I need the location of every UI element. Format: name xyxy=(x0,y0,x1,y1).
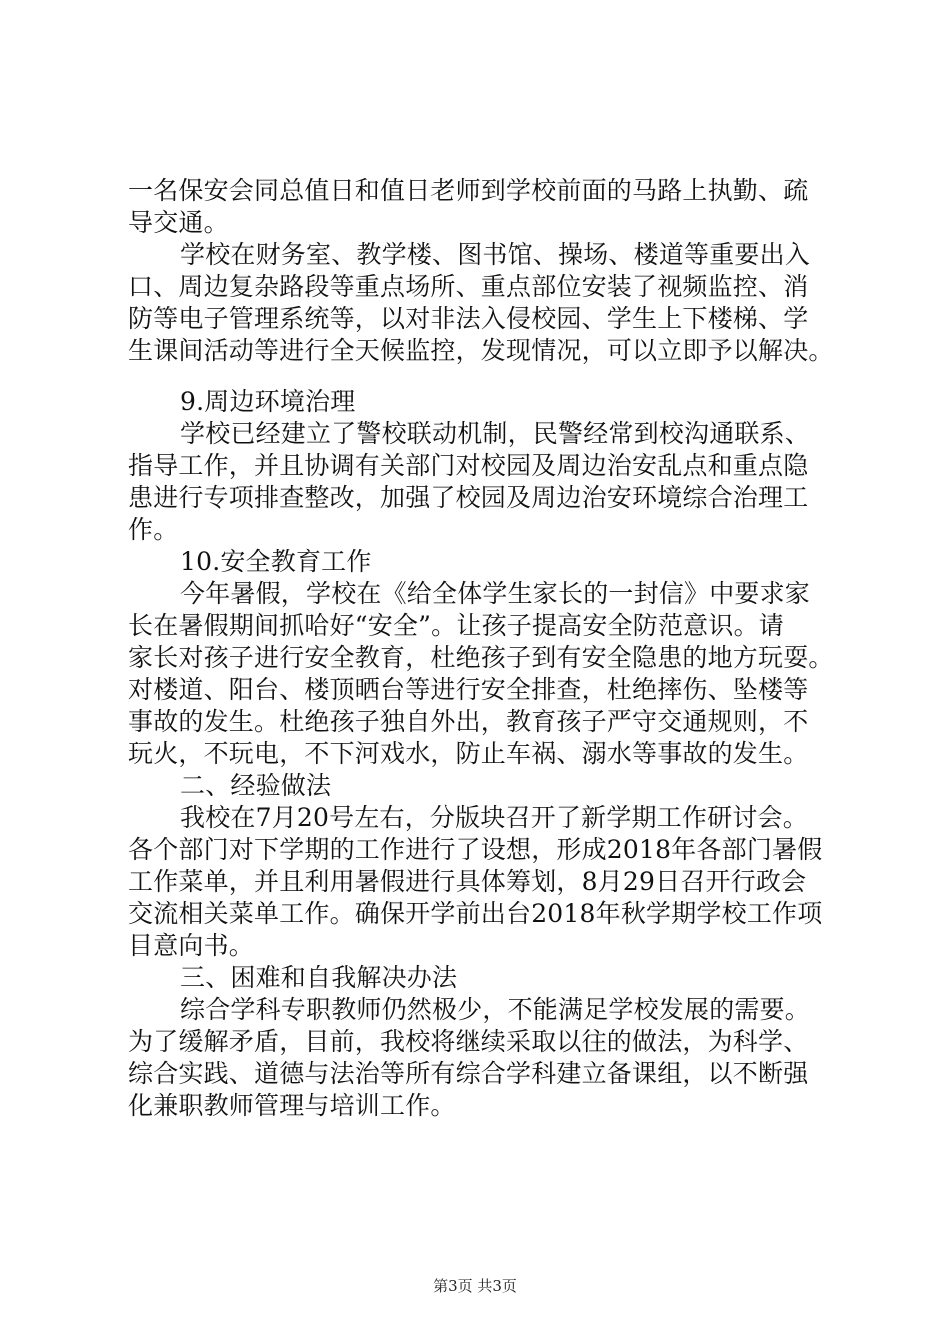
body-line: 对楼道、阳台、楼顶晒台等进行安全排查，杜绝摔伤、坠楼等 xyxy=(128,675,809,704)
body-line: 导交通。 xyxy=(128,208,229,237)
body-line: 交流相关菜单工作。确保开学前出台2018年秋学期学校工作项 xyxy=(128,899,823,928)
section-heading: 三、困难和自我解决办法 xyxy=(180,963,458,992)
body-line: 事故的发生。杜绝孩子独自外出，教育孩子严守交通规则，不 xyxy=(128,707,809,736)
section-heading: 10.安全教育工作 xyxy=(180,547,372,576)
section-heading: 二、经验做法 xyxy=(180,771,332,800)
body-line: 目意向书。 xyxy=(128,931,255,960)
paragraph-start-line: 综合学科专职教师仍然极少，不能满足学校发展的需要。 xyxy=(180,995,811,1024)
body-line: 长在暑假期间抓哈好“安全”。让孩子提高安全防范意识。请 xyxy=(128,611,784,640)
section-heading: 9.周边环境治理 xyxy=(180,387,356,416)
body-line: 作。 xyxy=(128,515,179,544)
body-line: 各个部门对下学期的工作进行了设想，形成2018年各部门暑假 xyxy=(128,835,823,864)
body-line: 一名保安会同总值日和值日老师到学校前面的马路上执勤、疏 xyxy=(128,176,809,205)
body-line: 生课间活动等进行全天候监控，发现情况，可以立即予以解决。 xyxy=(128,336,834,365)
paragraph-start-line: 学校在财务室、教学楼、图书馆、操场、楼道等重要出入 xyxy=(180,240,811,269)
body-line: 化兼职教师管理与培训工作。 xyxy=(128,1091,456,1120)
body-line: 家长对孩子进行安全教育，杜绝孩子到有安全隐患的地方玩耍。 xyxy=(128,643,834,672)
body-line: 工作菜单，并且利用暑假进行具体筹划，8月29日召开行政会 xyxy=(128,867,807,896)
body-line: 玩火，不玩电，不下河戏水，防止车祸、溺水等事故的发生。 xyxy=(128,739,809,768)
paragraph-start-line: 今年暑假，学校在《给全体学生家长的一封信》中要求家 xyxy=(180,579,811,608)
body-line: 综合实践、道德与法治等所有综合学科建立备课组，以不断强 xyxy=(128,1059,809,1088)
body-line: 口、周边复杂路段等重点场所、重点部位安装了视频监控、消 xyxy=(128,272,809,301)
body-line: 患进行专项排查整改，加强了校园及周边治安环境综合治理工 xyxy=(128,483,809,512)
body-line: 指导工作，并且协调有关部门对校园及周边治安乱点和重点隐 xyxy=(128,451,809,480)
page-footer: 第3页 共3页 xyxy=(433,1277,517,1295)
paragraph-start-line: 我校在7月20号左右，分版块召开了新学期工作研讨会。 xyxy=(180,803,808,832)
paragraph-start-line: 学校已经建立了警校联动机制，民警经常到校沟通联系、 xyxy=(180,419,811,448)
body-line: 防等电子管理系统等，以对非法入侵校园、学生上下楼梯、学 xyxy=(128,304,809,333)
body-line: 为了缓解矛盾，目前，我校将继续采取以往的做法，为科学、 xyxy=(128,1027,809,1056)
